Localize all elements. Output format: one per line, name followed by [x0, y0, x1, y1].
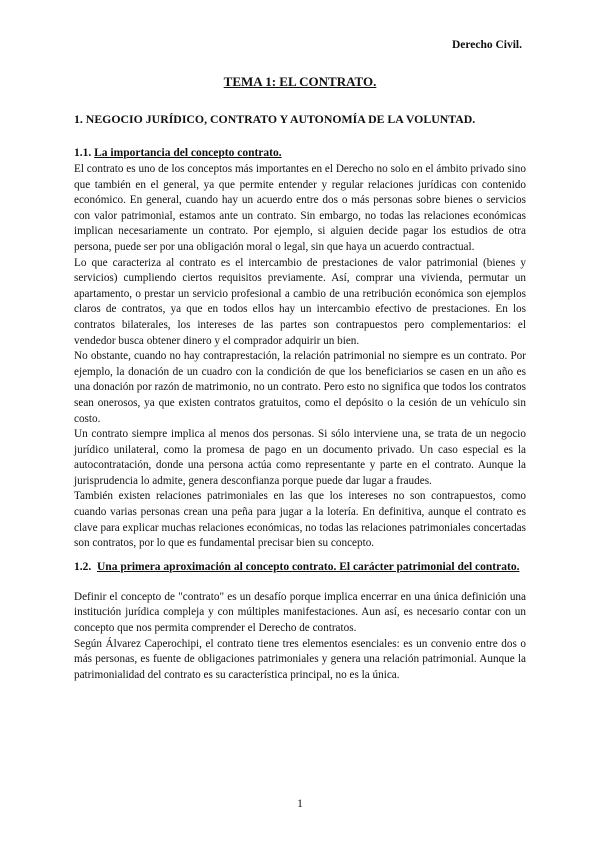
paragraph: Definir el concepto de "contrato" es un desafío porque implica encerrar en una única definición una institución jurídica compleja y con múltiples manifestaciones. Aun así, es necesario contar con un concepto que nos permita comprender el Derecho de contratos. [74, 590, 526, 635]
section-heading: 1. NEGOCIO JURÍDICO, CONTRATO Y AUTONOMÍA DE LA VOLUNTAD. [74, 112, 476, 126]
subsection-number: 1.2. [74, 560, 92, 573]
page-number: 1 [297, 798, 303, 810]
document-title: TEMA 1: EL CONTRATO. [223, 74, 377, 89]
subsection-title: Una primera aproximación al concepto contrato. El carácter patrimonial del contrato. [97, 560, 520, 573]
paragraph: El contrato es uno de los conceptos más importantes en el Derecho no solo en el ámbito privado sino que también en el general, ya que permite entender y regular relaciones jurídicas con contenido económico. En general, cuando hay un acuerdo entre dos o más personas sobre bienes o servicios con valor patrimonial, estamos ante un contrato. Sin embargo, no todas las relaciones económicas implican necesariamente un contrato. Por ejemplo, si alguien decide pagar los estudios de otra persona, puede ser por una obligación moral o legal, sin que haya un acuerdo contractual. [74, 163, 526, 253]
subsection-number: 1.1. [74, 147, 92, 159]
paragraph: Según Álvarez Caperochipi, el contrato tiene tres elementos esenciales: es un convenio entre dos o más personas, es fuente de obligaciones patrimoniales y genera una relación patrimonial. Aunque la patrimonialidad del contrato es su característica principal, no es la única. [74, 637, 526, 681]
subsection-title: La importancia del concepto contrato. [94, 147, 282, 159]
paragraph: No obstante, cuando no hay contraprestación, la relación patrimonial no siempre es un contrato. Por ejemplo, la donación de un cuadro con la condición de que los beneficiarios se casen en un año es una donación por razón de matrimonio, no un contrato. Pero esto no significa que todos los contratos sean onerosos, ya que existen contratos gratuitos, como el depósito o la cesión de un vehículo sin costo. [74, 350, 526, 425]
document-body [74, 74, 526, 683]
header-subject: Derecho Civil. [451, 39, 522, 51]
subsection-heading [74, 146, 526, 161]
paragraph: También existen relaciones patrimoniales en las que los intereses no son contrapuestos, como cuando varias personas crean una peña para jugar a la lotería. En definitiva, aunque el contrato es clave para explicar muchas relaciones económicas, no todas las relaciones patrimoniales concertadas son contratos, por lo que es fundamental precisar bien su concepto. [74, 490, 526, 550]
subsection-heading [74, 560, 526, 575]
paragraph: Lo que caracteriza al contrato es el intercambio de prestaciones de valor patrimonial (bienes y servicios) cumpliendo ciertos requisitos previamente. Así, comprar una vivienda, permutar un apartamento, o prestar un servicio profesional a cambio de una retribución económica son ejemplos claros de contratos, ya que en todos ellos hay un intercambio efectivo de prestaciones. En los contratos bilaterales, los intereses de las partes son contrapuestos pero complementarios: el vendedor busca obtener dinero y el comprador adquirir un bien. [74, 256, 526, 347]
paragraph: Un contrato siempre implica al menos dos personas. Si sólo interviene una, se trata de un negocio jurídico unilateral, como la promesa de pago en un documento privado. Un caso especial es la autocontratación, donde una persona actúa como representante y parte en el contrato. Aunque la jurisprudencia lo admite, genera desconfianza porque puede dar lugar a fraudes. [74, 428, 526, 487]
